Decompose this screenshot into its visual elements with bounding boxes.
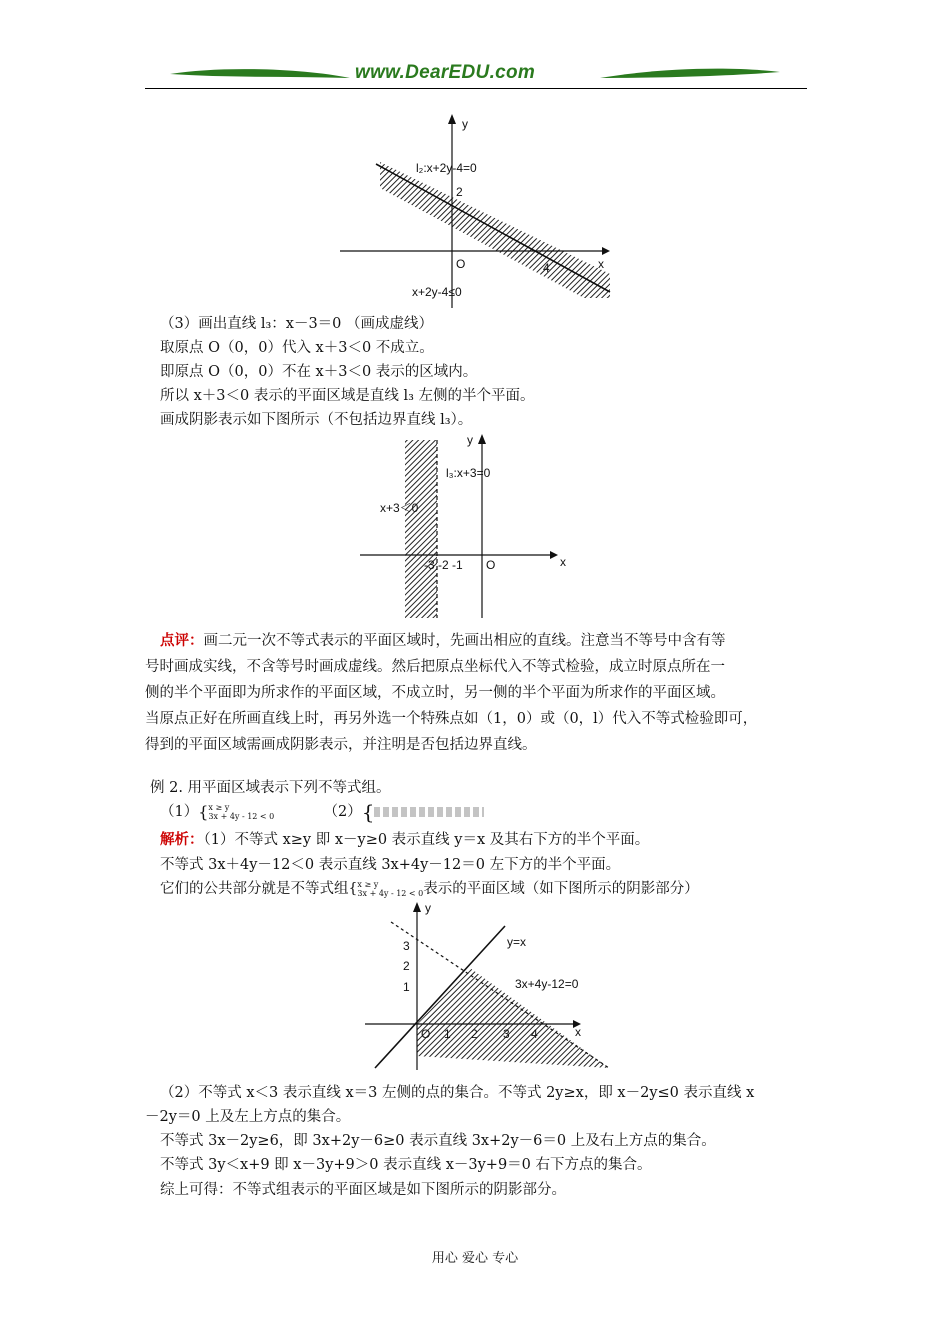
svg-text:y: y	[467, 433, 473, 447]
comment-line-3: 侧的半个平面即为所求作的平面区域，不成立时，另一侧的半个平面为所求作的平面区域。	[145, 685, 725, 701]
footer: 用心 爱心 专心	[431, 1251, 519, 1266]
system-1: {x ≥ y 3x + 4y - 12 < 0	[198, 802, 275, 822]
svg-text:1: 1	[444, 1027, 451, 1041]
svg-text:4: 4	[531, 1027, 538, 1041]
part2-line-2: －2y＝0 上及左上方点的集合。	[145, 1109, 351, 1125]
svg-text:3x+4y-12=0: 3x+4y-12=0	[515, 977, 579, 991]
p3-line-3: 所以 x＋3＜0 表示的平面区域是直线 l₃ 左侧的半个平面。	[160, 388, 535, 404]
analysis-line-2: 不等式 3x＋4y－12＜0 表示直线 3x+4y－12＝0 左下方的半个平面。	[160, 857, 621, 873]
figure-2	[360, 430, 580, 620]
analysis-line-3: 它们的公共部分就是不等式组{x ≥ y 3x + 4y - 12 < 0表示的平面区域（如下图所示的阴影部分）	[160, 880, 699, 898]
svg-text:2: 2	[456, 185, 463, 199]
svg-text:O: O	[486, 558, 496, 572]
svg-text:x: x	[560, 555, 566, 569]
svg-text:O: O	[421, 1027, 431, 1041]
p3-line-4: 画成阴影表示如下图所示（不包括边界直线 l₃）。	[160, 412, 473, 428]
svg-text:y: y	[425, 901, 431, 915]
svg-text:y=x: y=x	[507, 935, 527, 949]
example2-items: （1）{x ≥ y 3x + 4y - 12 < 0 （2）{	[160, 802, 484, 822]
svg-text:x+3＜0: x+3＜0	[380, 501, 419, 515]
part2-line-5: 综上可得：不等式组表示的平面区域是如下图所示的阴影部分。	[160, 1182, 566, 1198]
comment-label: 点评：	[160, 632, 204, 649]
part2-line-1: （2）不等式 x＜3 表示直线 x＝3 左侧的点的集合。不等式 2y≥x，即 x－2y≤0 表示直线 x	[160, 1085, 755, 1101]
header-rule	[145, 88, 807, 89]
shaded-strip	[405, 440, 437, 618]
figure-3	[365, 900, 610, 1072]
analysis-line-1: 解析：（1）不等式 x≥y 即 x－y≥0 表示直线 y＝x 及其右下方的半个平面。	[160, 831, 650, 848]
svg-text:3: 3	[403, 939, 410, 953]
analysis-label: 解析：	[160, 831, 204, 848]
comment-line-4: 当原点正好在所画直线上时，再另外选一个特殊点如（1，0）或（0，l）代入不等式检验即可，	[145, 711, 758, 727]
svg-text:-3 -2 -1: -3 -2 -1	[424, 558, 463, 572]
part2-line-4: 不等式 3y＜x+9 即 x－3y+9＞0 表示直线 x－3y+9＝0 右下方点的集合。	[160, 1157, 652, 1173]
svg-text:4: 4	[543, 261, 550, 275]
svg-text:2: 2	[403, 959, 410, 973]
svg-text:3: 3	[503, 1027, 510, 1041]
comment-line-2: 号时画成实线，不含等号时画成虚线。然后把原点坐标代入不等式检验，成立时原点所在一	[145, 659, 725, 675]
svg-text:O: O	[456, 257, 466, 271]
comment-line-5: 得到的平面区域需画成阴影表示，并注明是否包括边界直线。	[145, 737, 537, 753]
svg-text:l₃:x+3=0: l₃:x+3=0	[446, 466, 491, 480]
p3-title: （3）画出直线 l₃：x－3＝0 （画成虚线）	[160, 316, 434, 332]
svg-text:2: 2	[471, 1027, 478, 1041]
line-l2	[376, 164, 610, 292]
svg-text:l₂:x+2y-4=0: l₂:x+2y-4=0	[416, 161, 477, 175]
figure-1	[340, 112, 620, 308]
brand-logo[interactable]: www.DearEDU.com	[355, 62, 536, 83]
svg-text:y: y	[462, 117, 468, 131]
svg-text:x: x	[598, 257, 604, 271]
part2-line-3: 不等式 3x－2y≥6，即 3x+2y－6≥0 表示直线 3x+2y－6＝0 上及右上方点的集合。	[160, 1133, 716, 1149]
system-2-blur	[374, 807, 484, 817]
svg-text:x+2y-4≤0: x+2y-4≤0	[412, 285, 462, 299]
comment-line-1: 点评：画二元一次不等式表示的平面区域时，先画出相应的直线。注意当不等号中含有等	[160, 632, 726, 649]
system-2-brace: {	[361, 800, 375, 824]
p3-line-1: 取原点 O（0，0）代入 x＋3＜0 不成立。	[160, 340, 434, 356]
right-swoosh	[600, 69, 780, 78]
example2-title: 例 2. 用平面区域表示下列不等式组。	[150, 780, 391, 796]
left-swoosh	[170, 69, 350, 78]
svg-text:1: 1	[403, 980, 410, 994]
svg-text:x: x	[575, 1025, 581, 1039]
shaded-region	[417, 968, 609, 1068]
p3-line-2: 即原点 O（0，0）不在 x＋3＜0 表示的区域内。	[160, 364, 478, 380]
